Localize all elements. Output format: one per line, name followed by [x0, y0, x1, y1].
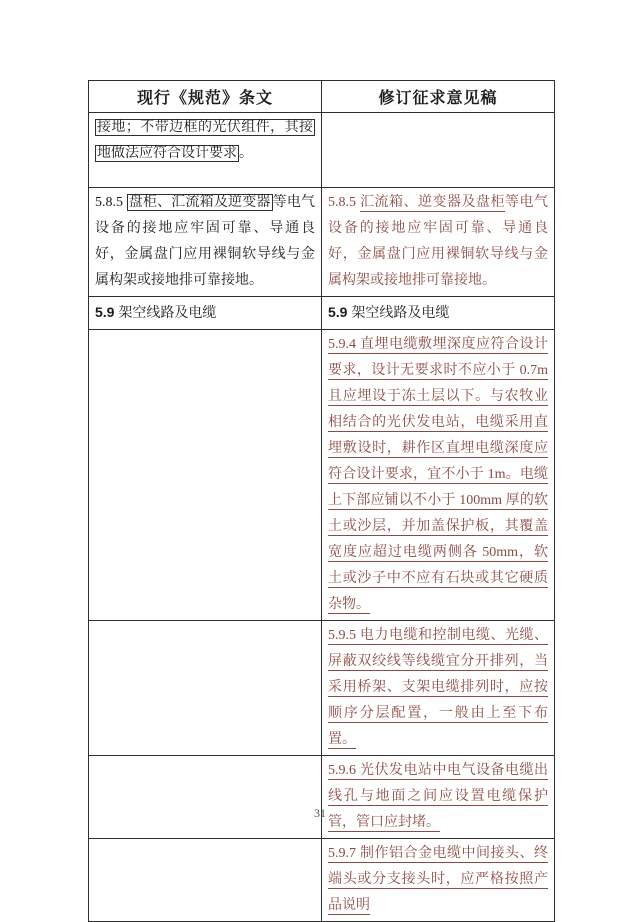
header-current-clauses: 现行《规范》条文	[89, 81, 322, 113]
revised-clause-cell	[322, 839, 555, 922]
table-row	[89, 839, 555, 922]
boxed-revision-text: 接地；不带边框的光伏组件，其接地做法应符合设计要求	[97, 120, 313, 161]
header-revised-draft: 修订征求意见稿	[322, 81, 555, 113]
clause-text: 。	[239, 146, 253, 161]
current-clause-cell	[89, 188, 322, 297]
underlined-insertion-text: 5.9.4 直埋电缆敷埋深度应符合设计要求，设计无要求时不应小于 0.7m 且应埋设于冻土层以下。与农牧业相结合的光伏发电站，电缆采用直埋敷设时，耕作区直埋电缆深度应符合设计要求，宜不小于 1m。电缆上下部应铺以不小于 100mm 厚的软土或沙层，并加盖保护板，其覆盖宽度应超过电缆两侧各 50mm，软土或沙子中不应有石块或其它硬质杂物。	[328, 337, 548, 612]
table-row	[89, 113, 555, 188]
current-clause-cell	[89, 113, 322, 188]
boxed-revision-text: 盘柜、汇流箱及逆变器	[128, 195, 271, 210]
current-clause-cell	[89, 756, 322, 839]
table-row	[89, 756, 555, 839]
revised-clause-cell	[322, 756, 555, 839]
underlined-insertion-text: 5.9.5 电力电缆和控制电缆、光缆、屏蔽双绞线等线缆宜分开排列，当采用桥架、支架电缆排列时，应按顺序分层配置，一般由上至下布置。	[328, 628, 548, 747]
table-header	[89, 81, 555, 113]
revised-clause-cell	[322, 297, 555, 330]
table-body	[89, 113, 555, 922]
underlined-insertion-text: 5.9.7 制作铝合金电缆中间接头、终端头或分支接头时，应严格按照产品说明	[328, 846, 548, 913]
clause-text: 架空线路及电缆	[118, 306, 217, 321]
table-row	[89, 188, 555, 297]
table-row	[89, 621, 555, 756]
clause-number: 5.9	[328, 304, 352, 320]
clause-text: 5.8.5	[328, 195, 360, 210]
underlined-insertion-text: 5.9.6 光伏发电站中电气设备电缆出线孔与地面之间应设置电缆保护管，管口应封堵。	[328, 763, 548, 830]
clause-text: 等电气设备的接地应牢固可靠、导通良好，金属盘门应用裸铜软导线与金属构架或接地排可靠接地。	[328, 195, 548, 288]
revised-clause-cell	[322, 188, 555, 297]
underlined-insertion-text: 汇流箱、逆变器及盘柜	[360, 195, 505, 210]
current-clause-cell	[89, 297, 322, 330]
revision-comparison-table	[88, 80, 555, 922]
header-row	[89, 81, 555, 113]
table-row	[89, 330, 555, 621]
current-clause-cell	[89, 330, 322, 621]
clause-text: 等电气设备的接地应牢固可靠、导通良好，金属盘门应用裸铜软导线与金属构架或接地排可靠接地。	[95, 195, 316, 288]
clause-text: 架空线路及电缆	[351, 306, 450, 321]
clause-number: 5.9	[95, 304, 119, 320]
revised-clause-cell	[322, 330, 555, 621]
table-row	[89, 297, 555, 330]
revised-clause-cell	[322, 113, 555, 188]
revised-clause-cell	[322, 621, 555, 756]
clause-text: 5.8.5	[95, 195, 127, 210]
current-clause-cell	[89, 621, 322, 756]
page-number: 31	[314, 806, 326, 820]
current-clause-cell	[89, 839, 322, 922]
